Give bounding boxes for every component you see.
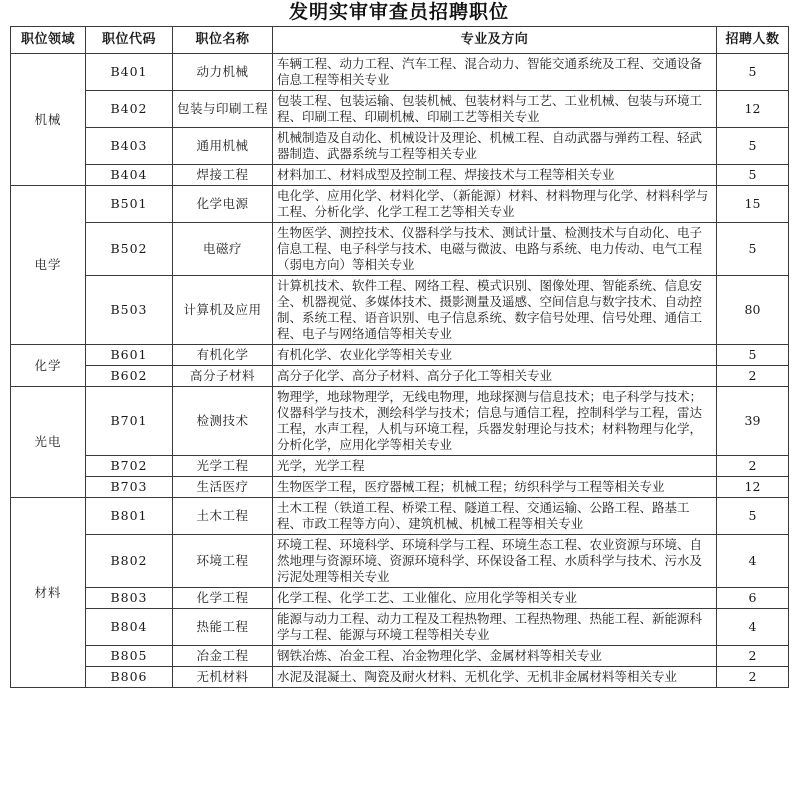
job-field-cell: 机械 <box>11 54 86 186</box>
job-major-cell: 车辆工程、动力工程、汽车工程、混合动力、智能交通系统及工程、交通设备信息工程等相关专业 <box>273 54 717 91</box>
job-major-cell: 计算机技术、软件工程、网络工程、模式识别、图像处理、智能系统、信息安全、机器视觉、多媒体技术、摄影测量及遥感、空间信息与数字技术、自动控制、系统工程、语音识别、电子信息系统、数字信号处理、信号处理、通信工程、电子与网络通信等相关专业 <box>273 276 717 345</box>
job-major-cell: 环境工程、环境科学、环境科学与工程、环境生态工程、农业资源与环境、自然地理与资源环境、资源环境科学、环保设备工程、水质科学与技术、污水及污泥处理等相关专业 <box>273 535 717 588</box>
job-name-cell: 电磁疗 <box>173 223 273 276</box>
job-count-cell: 6 <box>717 588 789 609</box>
job-count-cell: 5 <box>717 128 789 165</box>
job-code-cell: B802 <box>86 535 173 588</box>
job-name-cell: 无机材料 <box>173 667 273 688</box>
table-body <box>11 54 789 688</box>
job-count-cell: 2 <box>717 456 789 477</box>
table-header-row <box>11 27 789 54</box>
job-name-cell: 有机化学 <box>173 345 273 366</box>
table-row <box>11 186 789 223</box>
job-count-cell: 2 <box>717 667 789 688</box>
job-major-cell: 化学工程、化学工艺、工业催化、应用化学等相关专业 <box>273 588 717 609</box>
job-code-cell: B602 <box>86 366 173 387</box>
table-row <box>11 477 789 498</box>
table-row <box>11 588 789 609</box>
table-header <box>11 27 789 54</box>
job-code-cell: B503 <box>86 276 173 345</box>
table-row <box>11 456 789 477</box>
table-row <box>11 667 789 688</box>
job-major-cell: 钢铁冶炼、冶金工程、冶金物理化学、金属材料等相关专业 <box>273 646 717 667</box>
job-count-cell: 4 <box>717 535 789 588</box>
page-title: 发明实审审查员招聘职位 <box>288 1 509 23</box>
job-code-cell: B701 <box>86 387 173 456</box>
table-row <box>11 498 789 535</box>
job-major-cell: 光学，光学工程 <box>273 456 717 477</box>
job-major-cell: 有机化学、农业化学等相关专业 <box>273 345 717 366</box>
table-row <box>11 646 789 667</box>
table-row <box>11 535 789 588</box>
job-name-cell: 土木工程 <box>173 498 273 535</box>
table-row <box>11 366 789 387</box>
job-count-cell: 5 <box>717 54 789 91</box>
job-name-cell: 化学电源 <box>173 186 273 223</box>
job-major-cell: 材料加工、材料成型及控制工程、焊接技术与工程等相关专业 <box>273 165 717 186</box>
job-count-cell: 80 <box>717 276 789 345</box>
table-row <box>11 223 789 276</box>
job-code-cell: B404 <box>86 165 173 186</box>
job-code-cell: B803 <box>86 588 173 609</box>
job-code-cell: B403 <box>86 128 173 165</box>
job-code-cell: B501 <box>86 186 173 223</box>
job-code-cell: B401 <box>86 54 173 91</box>
job-major-cell: 物理学，地球物理学，无线电物理，地球探测与信息技术；电子科学与技术；仪器科学与技术，测绘科学与技术；信息与通信工程，控制科学与工程，雷达工程，水声工程，人机与环境工程，兵器发射理论与技术；材料物理与化学，分析化学，应用化学等相关专业 <box>273 387 717 456</box>
job-code-cell: B402 <box>86 91 173 128</box>
job-field-cell: 化学 <box>11 345 86 387</box>
job-code-cell: B804 <box>86 609 173 646</box>
job-major-cell: 电化学、应用化学、材料化学、（新能源）材料、材料物理与化学、材料科学与工程、分析化学、化学工程工艺等相关专业 <box>273 186 717 223</box>
job-name-cell: 计算机及应用 <box>173 276 273 345</box>
table-row <box>11 609 789 646</box>
column-header-count: 招聘人数 <box>717 27 789 54</box>
column-header-major: 专业及方向 <box>273 27 717 54</box>
job-count-cell: 15 <box>717 186 789 223</box>
job-count-cell: 39 <box>717 387 789 456</box>
job-count-cell: 4 <box>717 609 789 646</box>
job-name-cell: 动力机械 <box>173 54 273 91</box>
column-header-name: 职位名称 <box>173 27 273 54</box>
column-header-code: 职位代码 <box>86 27 173 54</box>
job-code-cell: B805 <box>86 646 173 667</box>
job-name-cell: 化学工程 <box>173 588 273 609</box>
job-count-cell: 5 <box>717 223 789 276</box>
job-major-cell: 高分子化学、高分子材料、高分子化工等相关专业 <box>273 366 717 387</box>
table-row <box>11 276 789 345</box>
table-row <box>11 128 789 165</box>
job-major-cell: 包装工程、包装运输、包装机械、包装材料与工艺、工业机械、包装与环境工程、印刷工程、印刷机械、印刷工艺等相关专业 <box>273 91 717 128</box>
column-header-field: 职位领域 <box>11 27 86 54</box>
job-name-cell: 检测技术 <box>173 387 273 456</box>
job-name-cell: 高分子材料 <box>173 366 273 387</box>
job-field-cell: 材料 <box>11 498 86 688</box>
job-name-cell: 通用机械 <box>173 128 273 165</box>
job-major-cell: 机械制造及自动化、机械设计及理论、机械工程、自动武器与弹药工程、轻武器制造、武器系统与工程等相关专业 <box>273 128 717 165</box>
table-row <box>11 387 789 456</box>
job-code-cell: B702 <box>86 456 173 477</box>
job-major-cell: 水泥及混凝土、陶瓷及耐火材料、无机化学、无机非金属材料等相关专业 <box>273 667 717 688</box>
job-count-cell: 12 <box>717 477 789 498</box>
job-name-cell: 包装与印刷工程 <box>173 91 273 128</box>
job-name-cell: 热能工程 <box>173 609 273 646</box>
job-major-cell: 生物医学工程，医疗器械工程；机械工程；纺织科学与工程等相关专业 <box>273 477 717 498</box>
job-code-cell: B801 <box>86 498 173 535</box>
job-code-cell: B601 <box>86 345 173 366</box>
job-major-cell: 生物医学、测控技术、仪器科学与技术、测试计量、检测技术与自动化、电子信息工程、电子科学与技术、电磁与微波、电路与系统、电力传动、电气工程（弱电方向）等相关专业 <box>273 223 717 276</box>
job-code-cell: B703 <box>86 477 173 498</box>
job-code-cell: B806 <box>86 667 173 688</box>
job-count-cell: 5 <box>717 498 789 535</box>
table-row <box>11 91 789 128</box>
table-row <box>11 345 789 366</box>
job-name-cell: 焊接工程 <box>173 165 273 186</box>
job-code-cell: B502 <box>86 223 173 276</box>
job-count-cell: 12 <box>717 91 789 128</box>
job-name-cell: 环境工程 <box>173 535 273 588</box>
job-field-cell: 电学 <box>11 186 86 345</box>
job-count-cell: 5 <box>717 165 789 186</box>
job-major-cell: 土木工程（铁道工程、桥梁工程、隧道工程、交通运输、公路工程、路基工程、市政工程等方向）、建筑机械、机械工程等相关专业 <box>273 498 717 535</box>
job-name-cell: 光学工程 <box>173 456 273 477</box>
recruitment-table <box>10 26 789 688</box>
table-row <box>11 165 789 186</box>
job-major-cell: 能源与动力工程、动力工程及工程热物理、工程热物理、热能工程、新能源科学与工程、能源与环境工程等相关专业 <box>273 609 717 646</box>
job-field-cell: 光电 <box>11 387 86 498</box>
job-name-cell: 冶金工程 <box>173 646 273 667</box>
job-count-cell: 5 <box>717 345 789 366</box>
job-name-cell: 生活医疗 <box>173 477 273 498</box>
job-count-cell: 2 <box>717 366 789 387</box>
job-count-cell: 2 <box>717 646 789 667</box>
table-row <box>11 54 789 91</box>
